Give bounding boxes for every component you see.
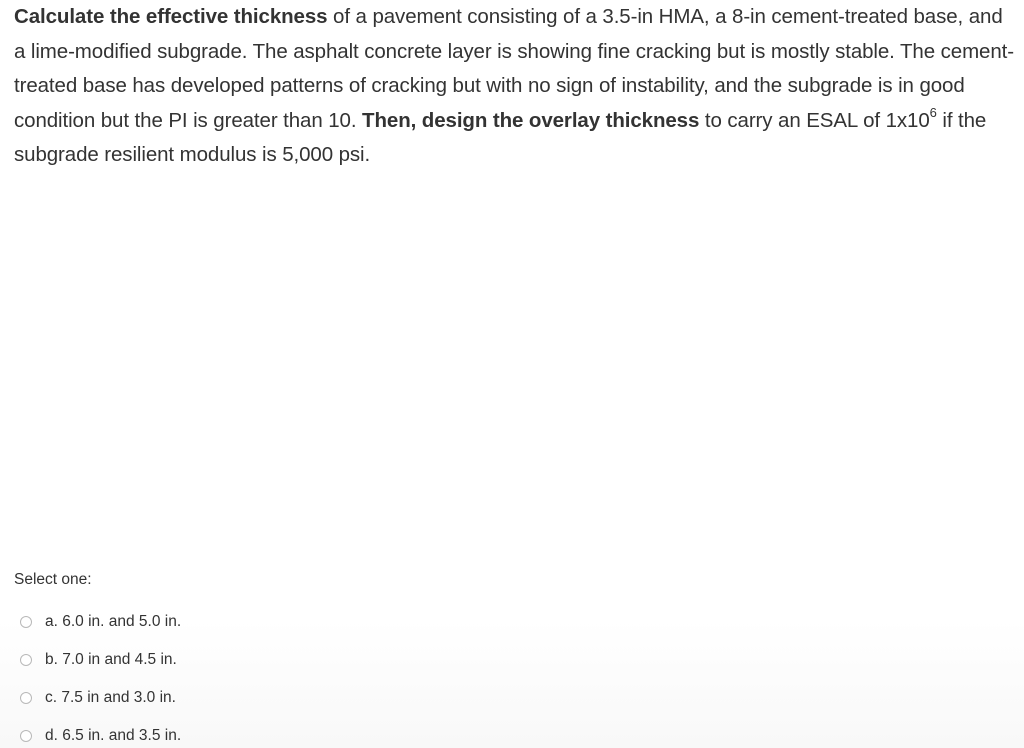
radio-button-b[interactable] bbox=[20, 654, 32, 666]
question-bold-lead: Calculate the effective thickness bbox=[14, 5, 328, 28]
question-body-2: to carry an ESAL of 1x10 bbox=[699, 108, 930, 132]
question-body-3: if the subgrade resilient modulus is 5,000 psi. bbox=[14, 108, 987, 166]
answer-list bbox=[16, 603, 181, 748]
radio-button-a[interactable] bbox=[20, 616, 32, 628]
answer-option-b[interactable] bbox=[16, 641, 181, 679]
answer-label-b[interactable]: b. 7.0 in and 4.5 in. bbox=[45, 651, 177, 668]
answer-option-c[interactable] bbox=[16, 679, 181, 717]
radio-button-d[interactable] bbox=[20, 730, 32, 742]
answer-label-d[interactable]: d. 6.5 in. and 3.5 in. bbox=[45, 727, 182, 744]
answer-label-c[interactable]: c. 7.5 in and 3.0 in. bbox=[45, 689, 176, 706]
esal-exponent: 6 bbox=[929, 104, 937, 120]
question-body-1: of a pavement consisting of a 3.5-in HMA, a 8-in cement-treated base, and a lime-modified subgrade. The asphalt concrete layer is showing fine cracking but is mostly stable. The cement-treated base has developed patterns of cracking but with no sign of instability, and the subgrade is in good condition but the PI is greater than 10. bbox=[14, 5, 1014, 132]
answer-option-d[interactable] bbox=[16, 717, 181, 748]
radio-button-c[interactable] bbox=[20, 692, 32, 704]
question-text bbox=[14, 0, 1018, 173]
answer-label-a[interactable]: a. 6.0 in. and 5.0 in. bbox=[45, 613, 182, 630]
question-bold-then: Then, design the overlay thickness bbox=[362, 108, 700, 132]
select-one-label: Select one: bbox=[14, 571, 92, 588]
answer-option-a[interactable] bbox=[16, 603, 181, 641]
